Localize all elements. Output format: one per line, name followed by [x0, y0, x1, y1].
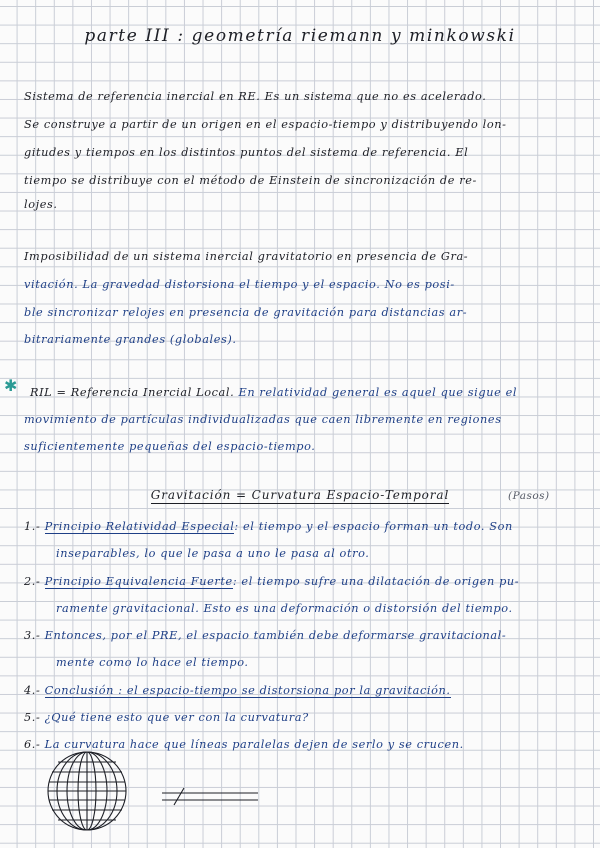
- ril-term: RIL = Referencia Inercial Local.: [30, 386, 235, 399]
- p2-line-2: vitación. La gravedad distorsiona el tiempo y el espacio. No es posi-: [24, 278, 455, 291]
- p3-line-2: movimiento de partículas individualizadas que caen libremente en regiones: [24, 413, 502, 426]
- p1-line-3: gitudes y tiempos en los distintos puntos del sistema de referencia. El: [24, 146, 469, 159]
- step-2: [24, 575, 519, 588]
- p1-line-5: lojes.: [24, 198, 58, 211]
- p3-line-1: [30, 386, 517, 399]
- section-heading: Gravitación = Curvatura Espacio-Temporal: [150, 488, 450, 502]
- asterisk-icon: ✱: [4, 376, 18, 395]
- step-text: : el tiempo sufre una dilatación de origen pu-: [232, 575, 520, 588]
- step-text: ¿Qué tiene esto que ver con la curvatura?: [44, 711, 309, 724]
- step-number: 4.-: [24, 684, 41, 697]
- p1-line-1: Sistema de referencia inercial en RE. Es un sistema que no es acelerado.: [24, 90, 487, 103]
- step-4: [24, 684, 451, 697]
- step-underlined: Principio Equivalencia Fuerte: [44, 575, 233, 588]
- globe-sketch-icon: [44, 748, 130, 834]
- step-number: 1.-: [24, 520, 41, 533]
- step-number: 3.-: [24, 629, 41, 642]
- step-2-cont: ramente gravitacional. Esto es una deformación o distorsión del tiempo.: [56, 602, 513, 615]
- step-5: [24, 711, 309, 724]
- p2-line-1: Imposibilidad de un sistema inercial gravitatorio en presencia de Gra-: [24, 250, 469, 263]
- step-text: Conclusión : el espacio-tiempo se distorsiona por la gravitación.: [44, 684, 451, 697]
- step-text: : el tiempo y el espacio forman un todo. Son: [234, 520, 513, 533]
- step-1-cont: inseparables, lo que le pasa a uno le pasa al otro.: [56, 547, 370, 560]
- step-text: La curvatura hace que líneas paralelas dejen de serlo y se crucen.: [44, 738, 464, 751]
- step-number: 5.-: [24, 711, 41, 724]
- step-number: 6.-: [24, 738, 41, 751]
- step-3: [24, 629, 506, 642]
- parallel-lines-icon: [160, 786, 260, 808]
- p2-line-4: bitrariamente grandes (globales).: [24, 333, 237, 346]
- p1-line-4: tiempo se distribuye con el método de Einstein de sincronización de re-: [24, 174, 477, 187]
- p1-line-2: Se construye a partir de un origen en el espacio-tiempo y distribuyendo lon-: [24, 118, 507, 131]
- page-title: parte III : geometría riemann y minkowski: [84, 26, 516, 46]
- step-number: 2.-: [24, 575, 41, 588]
- step-3-cont: mente como lo hace el tiempo.: [56, 656, 249, 669]
- p3-line-3: suficientemente pequeñas del espacio-tiempo.: [24, 440, 316, 453]
- p3-line-1-text: En relatividad general es aquel que sigue el: [238, 386, 518, 399]
- step-underlined: Principio Relatividad Especial: [44, 520, 235, 533]
- p2-line-3: ble sincronizar relojes en presencia de gravitación para distancias ar-: [24, 306, 468, 319]
- step-1: [24, 520, 513, 533]
- section-note: (Pasos): [508, 490, 550, 502]
- step-text: Entonces, por el PRE, el espacio también debe deformarse gravitacional-: [44, 629, 507, 642]
